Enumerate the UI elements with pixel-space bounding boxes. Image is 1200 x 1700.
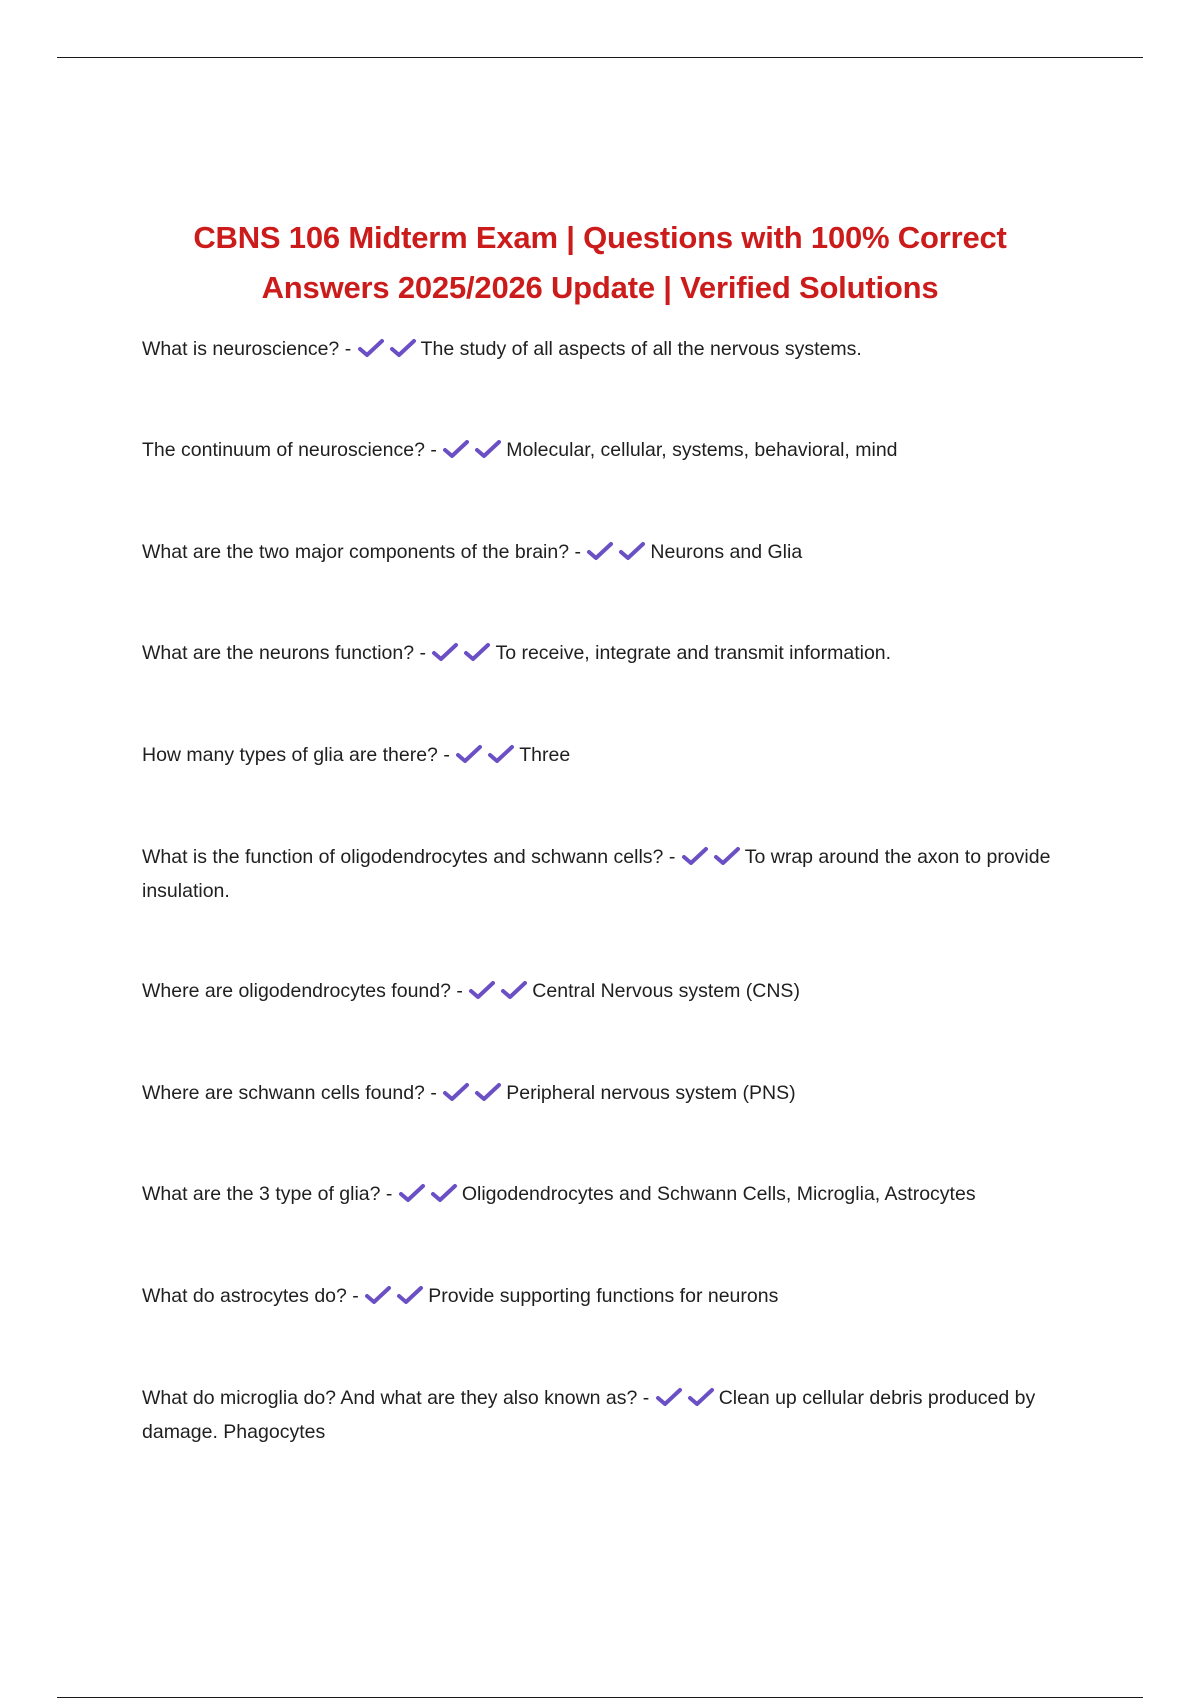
checkmark-icon xyxy=(618,541,646,561)
separator: - xyxy=(574,541,581,563)
question-text: What do microglia do? And what are they also known as? xyxy=(142,1387,638,1409)
checkmark-icon xyxy=(442,439,470,459)
qa-item xyxy=(142,535,1072,569)
qa-item xyxy=(142,332,1072,366)
title-line-1: CBNS 106 Midterm Exam | Questions with 100% Correct xyxy=(193,220,1007,255)
question-text: What are the two major components of the brain? xyxy=(142,541,570,563)
checkmark-icon xyxy=(398,1183,426,1203)
separator: - xyxy=(456,980,463,1002)
question-text: Where are oligodendrocytes found? xyxy=(142,980,451,1002)
checkmark-icon xyxy=(474,1082,502,1102)
question-text: How many types of glia are there? xyxy=(142,744,438,766)
separator: - xyxy=(430,1082,437,1104)
checkmark-icon xyxy=(687,1387,715,1407)
checkmark-icon xyxy=(681,846,709,866)
checkmark-icon xyxy=(655,1387,683,1407)
answer-text: To wrap around the axon to provide insulation. xyxy=(142,846,1051,902)
qa-item xyxy=(142,636,1072,670)
qa-item xyxy=(142,1279,1072,1313)
checkmark-icon xyxy=(389,338,417,358)
title-line-2: Answers 2025/2026 Update | Verified Solutions xyxy=(261,270,939,305)
answer-text: Molecular, cellular, systems, behavioral, mind xyxy=(506,439,898,461)
checkmark-icon xyxy=(431,642,459,662)
separator: - xyxy=(642,1387,650,1409)
document-title xyxy=(120,213,1080,313)
answer-text: Three xyxy=(519,744,571,766)
checkmark-icon xyxy=(487,744,515,764)
qa-item xyxy=(142,738,1072,772)
checkmark-icon xyxy=(364,1285,392,1305)
separator: - xyxy=(385,1183,393,1205)
question-text: What is neuroscience? xyxy=(142,338,340,360)
qa-item xyxy=(142,1177,1072,1211)
qa-item xyxy=(142,1076,1072,1110)
question-text: What is the function of oligodendrocytes and schwann cells? xyxy=(142,846,664,868)
qa-item xyxy=(142,433,1072,467)
question-text: What do astrocytes do? xyxy=(142,1285,347,1307)
question-text: Where are schwann cells found? xyxy=(142,1082,425,1104)
checkmark-icon xyxy=(474,439,502,459)
question-text: What are the neurons function? xyxy=(142,642,415,664)
answer-text: Clean up cellular debris produced by damage. Phagocytes xyxy=(142,1387,1036,1443)
checkmark-icon xyxy=(396,1285,424,1305)
separator: - xyxy=(668,846,676,868)
answer-text: The study of all aspects of all the nervous systems. xyxy=(420,338,862,360)
question-text: What are the 3 type of glia? xyxy=(142,1183,381,1205)
checkmark-icon xyxy=(713,846,741,866)
checkmark-icon xyxy=(430,1183,458,1203)
answer-text: Oligodendrocytes and Schwann Cells, Microglia, Astrocytes xyxy=(461,1183,976,1205)
checkmark-icon xyxy=(468,980,496,1000)
answer-text: Central Nervous system (CNS) xyxy=(532,980,800,1002)
separator: - xyxy=(352,1285,359,1307)
separator: - xyxy=(419,642,427,664)
question-text: The continuum of neuroscience? xyxy=(142,439,425,461)
separator: - xyxy=(430,439,437,461)
top-rule xyxy=(57,57,1143,58)
answer-text: Provide supporting functions for neurons xyxy=(428,1285,779,1307)
answer-text: To receive, integrate and transmit information. xyxy=(495,642,892,664)
qa-item xyxy=(142,974,1072,1008)
checkmark-icon xyxy=(500,980,528,1000)
answer-text: Peripheral nervous system (PNS) xyxy=(506,1082,796,1104)
bottom-rule xyxy=(57,1697,1143,1698)
separator: - xyxy=(443,744,450,766)
answer-text: Neurons and Glia xyxy=(650,541,803,563)
qa-item xyxy=(142,1381,1072,1449)
separator: - xyxy=(344,338,352,360)
checkmark-icon xyxy=(442,1082,470,1102)
checkmark-icon xyxy=(463,642,491,662)
qa-item xyxy=(142,840,1072,908)
checkmark-icon xyxy=(586,541,614,561)
checkmark-icon xyxy=(455,744,483,764)
checkmark-icon xyxy=(357,338,385,358)
